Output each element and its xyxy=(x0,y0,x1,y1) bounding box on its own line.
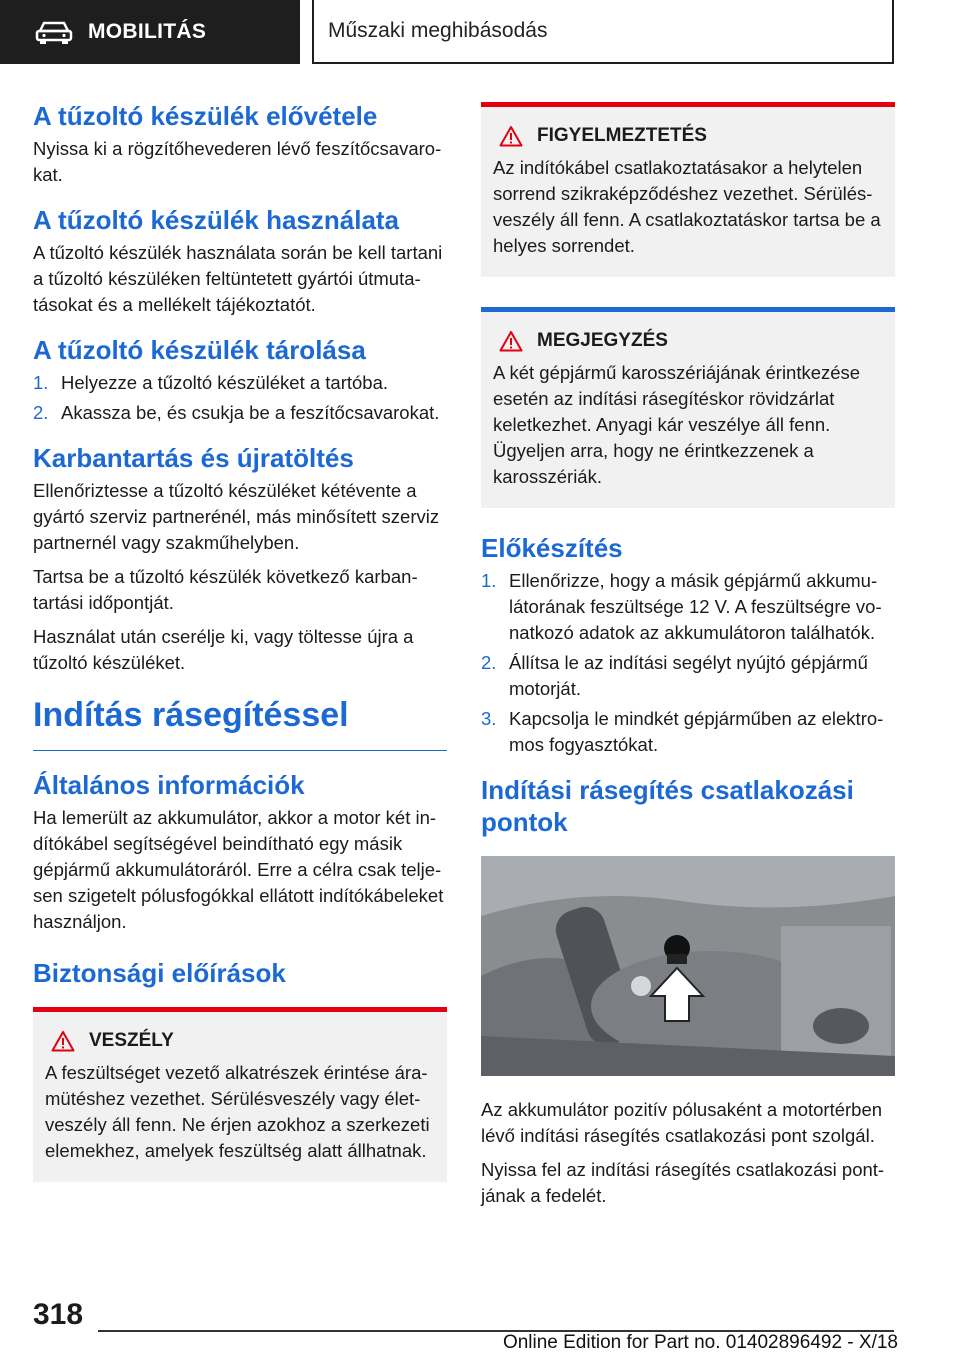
paragraph: Ellenőriztesse a tűzoltó készüléket kétévente a gyártó szerviz partnerénél, más minősített szerviz partnernél vagy szakműhelyben. xyxy=(33,480,440,553)
paragraph: Használat után cserélje ki, vagy töltesse újra a tűzoltó készüléket. xyxy=(33,626,414,673)
heading: Előkészítés xyxy=(481,533,623,563)
subsection-header xyxy=(312,0,894,64)
note-text: A két gépjármű karosszériájának érintkezése esetén az indítási rásegítéskor rövidzárlat keletkezhet. Anyagi kár veszélye áll fenn. Ügyeljen arra, hogy ne érintkezzenek a karosszériák. xyxy=(493,362,861,487)
step-number: 1. xyxy=(33,372,49,393)
step-text: Kapcsolja le mindkét gépjárműben az elektromos fogyasztókat. xyxy=(509,708,884,755)
section-maintenance xyxy=(33,442,447,676)
danger-header xyxy=(45,1030,435,1052)
paragraph: Az akkumulátor pozitív pólusaként a motortérben lévő indítási rásegítés csatlakozási pont szolgál. xyxy=(481,1099,883,1146)
step-number: 3. xyxy=(481,708,497,729)
note-box xyxy=(481,307,895,508)
warning-header xyxy=(493,125,883,147)
edition-text: Online Edition for Part no. 01402896492 - X/18 xyxy=(502,1332,898,1353)
step-number: 2. xyxy=(481,652,497,673)
section-header xyxy=(0,0,300,64)
section-general xyxy=(33,769,447,935)
warning-text: Az indítókábel csatlakoztatásakor a helytelen sorrend szikraképződéshez vezethet. Sérülésveszély áll fenn. A csatlakoztatáskor tartsa be a helyes sorrendet. xyxy=(493,157,881,256)
step-number: 2. xyxy=(33,402,49,423)
note-header xyxy=(493,330,883,352)
paragraph: Ha lemerült az akkumulátor, akkor a motor két indítókábel segítségével beindítható egy másik gépjármű akkumulátoráról. Erre a célra csak teljesen szigetelt pólusfogókkal ellátott indítókábeleket használjon. xyxy=(33,807,444,932)
paragraph: Nyissa fel az indítási rásegítés csatlakozási pontjának a fedelét. xyxy=(481,1159,885,1206)
danger-label: VESZÉLY xyxy=(89,1030,174,1051)
left-column xyxy=(33,100,447,1198)
warning-label: FIGYELMEZTETÉS xyxy=(537,125,707,146)
paragraph: A tűzoltó készülék használata során be kell tartani a tűzoltó készüléken feltüntetett gyártói útmutatásokat és a mellékelt tájékoztatót. xyxy=(33,242,443,315)
section-remove xyxy=(33,100,447,188)
section-title: MOBILITÁS xyxy=(88,20,207,43)
engine-bay-photo xyxy=(481,856,895,1076)
step-text: Állítsa le az indítási segélyt nyújtó gépjármű motorját. xyxy=(509,652,868,699)
heading: Indítási rásegítés csatlakozási pontok xyxy=(481,775,854,837)
car-icon xyxy=(34,18,74,46)
warning-triangle-icon xyxy=(499,330,523,352)
list-item xyxy=(33,370,447,396)
heading: A tűzoltó készülék elővétele xyxy=(33,101,378,131)
step-text: Ellenőrizze, hogy a másik gépjármű akkumulátorának feszültsége 12 V. A feszültségre vonatkozó adatok az akkumulátoron találhatók. xyxy=(509,570,882,643)
step-number: 1. xyxy=(481,570,497,591)
right-column xyxy=(481,102,895,1225)
section-connection-points xyxy=(481,774,895,1209)
subsection-title: Műszaki meghibásodás xyxy=(328,19,548,42)
step-text: Akassza be, és csukja be a feszítőcsavarokat. xyxy=(61,402,440,423)
warning-triangle-icon xyxy=(51,1030,75,1052)
steps-list xyxy=(33,370,447,426)
heading: Általános információk xyxy=(33,770,305,800)
list-item xyxy=(481,568,895,646)
danger-box xyxy=(33,1007,447,1182)
paragraph: Tartsa be a tűzoltó készülék következő karbantartási időpontját. xyxy=(33,566,418,613)
heading: A tűzoltó készülék tárolása xyxy=(33,335,366,365)
steps-list xyxy=(481,568,895,758)
page-number: 318 xyxy=(33,1298,84,1331)
list-item xyxy=(33,400,447,426)
warning-box xyxy=(481,102,895,277)
chapter-title: Indítás rásegítéssel xyxy=(33,694,447,751)
section-safety xyxy=(33,957,447,1182)
note-label: MEGJEGYZÉS xyxy=(537,330,668,351)
section-storage xyxy=(33,334,447,426)
list-item xyxy=(481,706,895,758)
warning-triangle-icon xyxy=(499,125,523,147)
paragraph: Nyissa ki a rögzítőhevederen lévő feszítőcsavarokat. xyxy=(33,138,442,185)
section-use xyxy=(33,204,447,318)
heading: A tűzoltó készülék használata xyxy=(33,205,400,235)
danger-text: A feszültséget vezető alkatrészek érintése áramütéshez vezethet. Sérülésveszély vagy életveszély áll fenn. Ne érjen azokhoz a szerkezeti elemekhez, amelyek feszültség alatt állhatnak. xyxy=(45,1062,430,1161)
heading: Biztonsági előírások xyxy=(33,958,286,988)
list-item xyxy=(481,650,895,702)
step-text: Helyezze a tűzoltó készüléket a tartóba. xyxy=(61,372,389,393)
section-preparation xyxy=(481,532,895,758)
heading: Karbantartás és újratöltés xyxy=(33,443,354,473)
